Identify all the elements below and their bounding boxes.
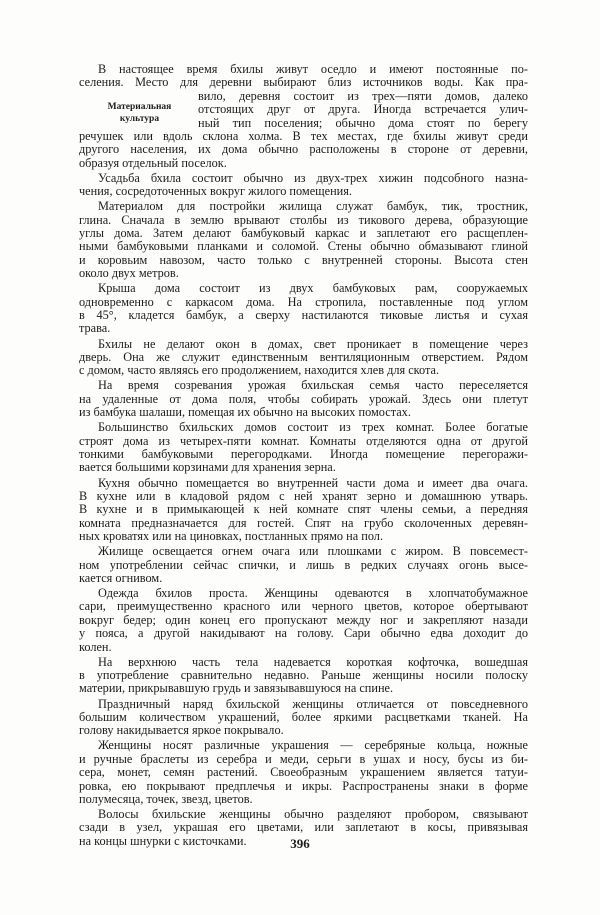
text-line: Материалом для постройки жилища служат бамбук, тик, тростник,	[98, 199, 528, 214]
text-line: В настоящее время бхилы живут оседло и имеют постоянные по-	[98, 62, 528, 76]
text-line: с домом, часто являясь его продолжением, находится хлев для скота.	[79, 363, 440, 378]
text-line: Усадьба бхила состоит обычно из двух-трех хижин подсобного назна-	[98, 170, 528, 185]
text-line: глина. Сначала в землю врывают столбы из тикового дерева, образующие	[79, 212, 528, 227]
text-line: полумесяца, точек, звезд, цветов.	[79, 791, 253, 806]
paragraph	[79, 545, 528, 585]
text-line: на удаленные от дома поля, чтобы собирать урожай. Здесь они плетут	[79, 391, 528, 406]
text-line: Одежда бхилов проста. Женщины одеваются в хлопчатобумажное	[98, 586, 528, 601]
text-line: дверь. Она же служит единственным вентиляционным отверстием. Рядом	[79, 349, 528, 364]
margin-heading-line: культура	[119, 114, 160, 124]
text-line: на концы шнурки с кисточками.	[79, 833, 247, 848]
text-line: речушек или вдоль склона холма. В тех местах, где бхилы живут среди	[79, 128, 528, 143]
text-line: другого населения, их дома обычно расположены в стороне от деревни,	[79, 142, 528, 157]
text-line: В кухне или в кладовой рядом с ней хранят зерно и домашнюю утварь.	[79, 488, 528, 503]
text-line: вается большими корзинами для хранения зерна.	[79, 460, 336, 475]
text-line: комната предназначается для гостей. Спят на грубо сколоченных деревян-	[79, 515, 528, 530]
text-line: Большинство бхильских домов состоит из трех комнат. Более богатые	[98, 420, 528, 435]
text-line: и ручные браслеты из серебра и меди, серьги в ушах и носу, бусы из би-	[79, 751, 528, 766]
text-line: ровка, ею покрывают предплечья и икры. Распространены знаки в форме	[79, 778, 528, 793]
text-line: ными бамбуковыми планками и соломой. Стены обычно обмазывают глиной	[79, 239, 528, 254]
paragraph	[79, 338, 528, 378]
text-line: вокруг бедер; один конец его пропускают между ног и закрепляют назади	[79, 612, 528, 627]
page-number: 396	[290, 836, 310, 851]
text-line: Жилище освещается огнем очага или плошками с жиром. В повсемест-	[98, 544, 528, 559]
text-line: ный тип поселения; обычно дома стоят по берегу	[198, 115, 528, 130]
text-line: селения. Место для деревни выбирают близ источников воды. Как пра-	[79, 75, 528, 90]
body-text	[79, 63, 528, 850]
paragraph	[79, 477, 528, 544]
text-line: материи, прикрывавшую грудь и завязывавшуюся на спине.	[79, 681, 394, 696]
text-line: Крыша дома состоит из двух бамбуковых рам, сооружаемых	[98, 281, 528, 296]
text-line: отстоящих друг от друга. Иногда встречается улич-	[198, 102, 528, 117]
paragraph	[79, 282, 528, 336]
text-line: у пояса, а другой накидывают на голову. Сари обычно едва доходит до	[79, 626, 528, 641]
text-line: колен.	[79, 639, 112, 654]
text-line: образуя отдельный поселок.	[79, 155, 227, 170]
text-line: Волосы бхильские женщины обычно разделяют пробором, связывают	[98, 807, 528, 822]
text-line: из бамбука шалаши, помещая их обычно на высоких помостах.	[79, 405, 411, 420]
text-line: в 45°, кладется бамбук, а сверху настилаются тиковые листья и сухая	[79, 308, 528, 323]
paragraph	[79, 698, 528, 738]
text-line: На время созревания урожая бхильская семья часто переселяется	[98, 378, 528, 393]
text-line: сзади в узел, украшая его цветами, или заплетают в косы, привязывая	[79, 820, 528, 835]
text-line: около двух метров.	[79, 266, 179, 281]
text-line: строят дома из четырех-пяти комнат. Комнаты отделяются одна от другой	[79, 433, 528, 448]
text-line: кается огнивом.	[79, 570, 163, 585]
text-line: тонкими бамбуковыми перегородками. Иногда помещение перегоражи-	[79, 447, 528, 462]
text-line: и коровьим навозом, часто только с внутренней стороны. Высота стен	[79, 252, 528, 267]
text-line: ном употреблении сейчас спички, и лишь в редких случаях огонь высе-	[79, 557, 528, 572]
text-line: чения, сосредоточенных вокруг жилого помещения.	[79, 184, 352, 199]
text-line: Женщины носят различные украшения — серебряные кольца, ножные	[98, 738, 528, 753]
text-line: вило, деревня состоит из трех—пяти домов, далеко	[198, 88, 528, 103]
text-line: Праздничный наряд бхильской женщины отличается от повседневного	[98, 696, 528, 711]
paragraph	[79, 656, 528, 696]
paragraph	[79, 587, 528, 654]
text-line: трава.	[79, 321, 111, 336]
text-line: В кухне и в примыкающей к ней комнате спят члены семьи, а передняя	[79, 502, 528, 517]
paragraph	[79, 63, 528, 170]
paragraph	[79, 200, 528, 280]
text-line: На верхнюю часть тела надевается короткая кофточка, вошедшая	[98, 654, 528, 669]
margin-heading-line: Материальная	[107, 102, 172, 112]
text-line: одновременно с каркасом дома. На стропила, поставленные под углом	[79, 294, 528, 309]
paragraph	[79, 421, 528, 475]
paragraph	[79, 172, 528, 199]
text-line: углы дома. Затем делают бамбуковый каркас и заплетают его расщеплен-	[79, 226, 528, 241]
paragraph	[79, 739, 528, 806]
text-line: ных кроватях или на циновках, постланных прямо на пол.	[79, 529, 384, 544]
text-line: сари, преимущественно красного или черного цветов, которое обертывают	[79, 599, 528, 614]
text-line: в употребление сравнительно недавно. Раньше женщины носили полоску	[79, 668, 528, 683]
text-line: большим количеством украшений, более яркими расцветками тканей. На	[79, 709, 528, 724]
text-line: сера, монет, семян растений. Своеобразным украшением является татуи-	[79, 765, 528, 780]
text-line: голову накидывается яркое покрывало.	[79, 723, 284, 738]
paragraph	[79, 379, 528, 419]
text-line: Кухня обычно помещается во внутренней части дома и имеет два очага.	[98, 475, 528, 490]
text-line: Бхилы не делают окон в домах, свет проникает в помещение через	[98, 336, 528, 351]
